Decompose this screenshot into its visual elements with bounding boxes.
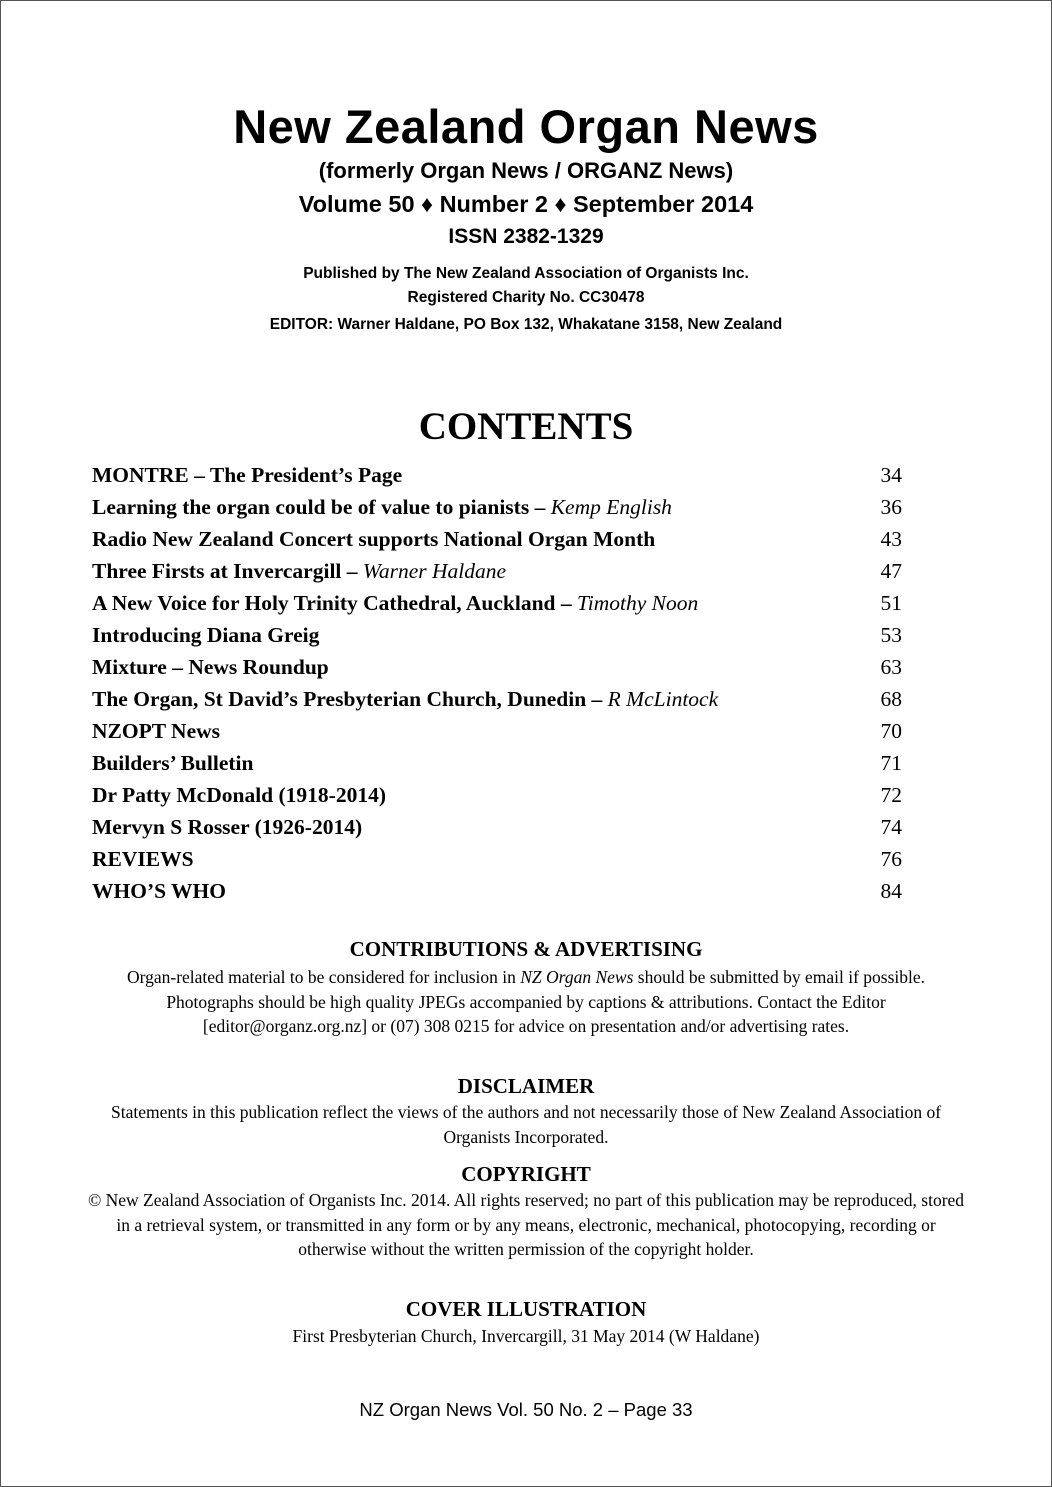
editor-line: EDITOR: Warner Haldane, PO Box 132, Whakatane 3158, New Zealand	[269, 316, 783, 333]
toc-item	[92, 491, 902, 523]
toc-page-number: 63	[880, 655, 902, 679]
contributions-text-start: Organ-related material to be considered for inclusion in	[126, 967, 521, 987]
toc-item	[92, 555, 902, 587]
disclaimer-text: Statements in this publication reflect the views of the authors and not necessarily those of New Zealand Association of Organists Incorporated.	[110, 1102, 942, 1147]
toc-page-number: 72	[880, 783, 902, 807]
toc-item	[92, 779, 902, 811]
toc-page-number: 70	[880, 719, 902, 743]
toc-page-number: 84	[880, 879, 902, 903]
toc-page-number: 36	[880, 495, 902, 519]
publisher-block	[1, 262, 1051, 310]
toc-author: R McLintock	[607, 687, 719, 711]
toc-item	[92, 875, 902, 907]
toc-title: A New Voice for Holy Trinity Cathedral, Auckland –	[92, 591, 577, 615]
toc-title: NZOPT News	[92, 719, 221, 743]
contributions-text	[1, 965, 1051, 1039]
cover-illustration-heading: COVER ILLUSTRATION	[405, 1297, 647, 1321]
toc-page-number: 43	[880, 527, 902, 551]
toc-item	[92, 843, 902, 875]
toc-title: Dr Patty McDonald (1918-2014)	[92, 783, 386, 807]
toc-page-number: 47	[880, 559, 902, 583]
toc-page-number: 71	[880, 751, 902, 775]
page-footer: NZ Organ News Vol. 50 No. 2 – Page 33	[359, 1399, 693, 1420]
publication-name: NZ Organ News	[520, 967, 634, 987]
toc-item	[92, 715, 902, 747]
toc-title: Mixture – News Roundup	[92, 655, 329, 679]
toc-author: Kemp English	[550, 495, 672, 519]
table-of-contents	[92, 459, 902, 907]
toc-item	[92, 811, 902, 843]
publisher-line: Published by The New Zealand Association of Organists Inc.	[303, 265, 749, 282]
cover-illustration-text: First Presbyterian Church, Invercargill, 31 May 2014 (W Haldane)	[292, 1326, 760, 1346]
toc-page-number: 74	[880, 815, 902, 839]
toc-title: REVIEWS	[92, 847, 194, 871]
charity-line: Registered Charity No. CC30478	[407, 289, 645, 306]
toc-item	[92, 651, 902, 683]
toc-item	[92, 459, 902, 491]
issn: ISSN 2382-1329	[448, 225, 604, 248]
publication-title: New Zealand Organ News	[233, 100, 819, 153]
toc-title: MONTRE – The President’s Page	[92, 463, 403, 487]
toc-item	[92, 587, 902, 619]
contributions-heading: CONTRIBUTIONS & ADVERTISING	[349, 937, 703, 961]
toc-item	[92, 683, 902, 715]
disclaimer-heading: DISCLAIMER	[457, 1074, 595, 1098]
toc-page-number: 51	[880, 591, 902, 615]
toc-author: Warner Haldane	[362, 559, 507, 583]
toc-page-number: 68	[880, 687, 902, 711]
toc-author: Timothy Noon	[576, 591, 699, 615]
toc-page-number: 34	[880, 463, 902, 487]
toc-page-number: 53	[880, 623, 902, 647]
copyright-heading: COPYRIGHT	[461, 1162, 591, 1186]
toc-item	[92, 523, 902, 555]
toc-item	[92, 619, 902, 651]
toc-page-number: 76	[880, 847, 902, 871]
volume-line: Volume 50 ♦ Number 2 ♦ September 2014	[298, 191, 754, 217]
toc-title: Builders’ Bulletin	[92, 751, 254, 775]
toc-title: Mervyn S Rosser (1926-2014)	[92, 815, 363, 839]
toc-item	[92, 747, 902, 779]
copyright-text: © New Zealand Association of Organists Inc. 2014. All rights reserved; no part of this publication may be reproduced, stored in a retrieval system, or transmitted in any form or by any means, electronic, mechanical, photocopying, recording or otherwise without the written permission of the copyright holder.	[87, 1190, 965, 1259]
toc-title: Three Firsts at Invercargill –	[92, 559, 363, 583]
toc-title: Radio New Zealand Concert supports National Organ Month	[92, 527, 656, 551]
toc-title: The Organ, St David’s Presbyterian Church, Dunedin –	[92, 687, 608, 711]
contributions-text-end: should be submitted by email if possible. Photographs should be high quality JPEGs accompanied by captions & attributions. Contact the Editor [editor@organz.org.nz] or (07) 308 0215 for advice on presentation and/or advertising rates.	[166, 967, 926, 1036]
former-names: (formerly Organ News / ORGANZ News)	[318, 158, 734, 183]
contents-heading: CONTENTS	[418, 405, 634, 448]
toc-title: Introducing Diana Greig	[92, 623, 320, 647]
toc-title: WHO’S WHO	[92, 879, 226, 903]
toc-title: Learning the organ could be of value to pianists –	[92, 495, 551, 519]
